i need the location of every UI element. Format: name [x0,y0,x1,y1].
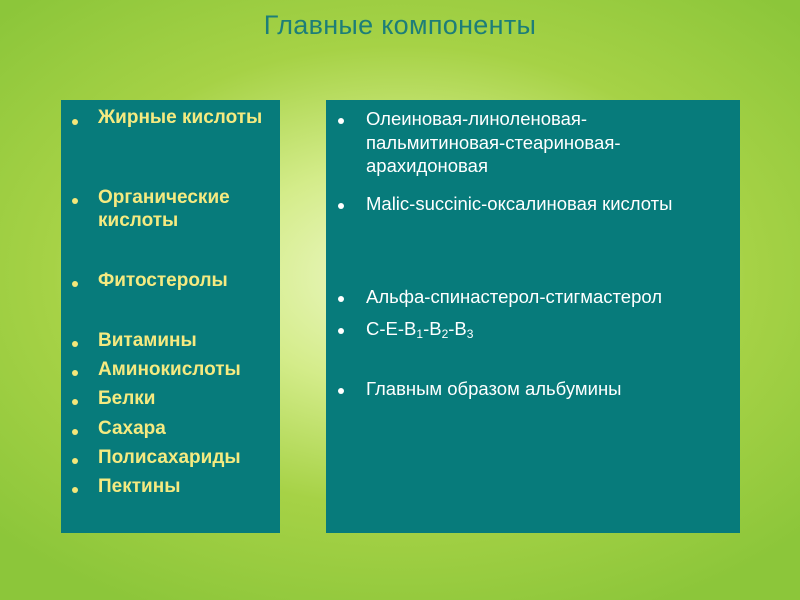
component-phytosterols: Фитостеролы [98,270,228,291]
bullet-icon [338,118,344,124]
component-sugars: Сахара [98,418,166,439]
slide-title: Главные компоненты [263,10,537,40]
component-amino-acids: Аминокислоты [98,359,241,380]
component-polysaccharides: Полисахариды [98,447,241,468]
detail-organic-acids: Malic-succinic-оксалиновая кислоты [366,193,673,214]
bullet-icon [72,119,78,125]
bullet-icon [72,458,78,464]
bullet-icon [72,281,78,287]
bullet-icon [72,198,78,204]
detail-phytosterols: Альфа-спинастерол-стигмастерол [366,286,663,307]
component-vitamins: Витамины [98,330,197,351]
bullet-icon [72,399,78,405]
bullet-icon [338,388,344,394]
bullet-icon [338,296,344,302]
component-pectins: Пектины [98,476,181,497]
bullet-icon [338,203,344,209]
component-fatty-acids: Жирные кислоты [98,107,263,128]
component-proteins: Белки [98,388,156,409]
details-panel [326,100,740,533]
bullet-icon [72,487,78,493]
bullet-icon [338,328,344,334]
detail-fatty-acids: Олеиновая-линоленовая-пальмитиновая-стеариновая-арахидоновая [366,108,621,176]
bullet-icon [72,370,78,376]
bullet-icon [72,429,78,435]
detail-proteins: Главным образом альбумины [366,378,622,399]
detail-vitamins: $C-E-B_1-B_2-B_3$ [366,318,474,341]
components-panel [61,100,280,533]
bullet-icon [72,341,78,347]
component-organic-acids: Органические кислоты [98,187,230,231]
